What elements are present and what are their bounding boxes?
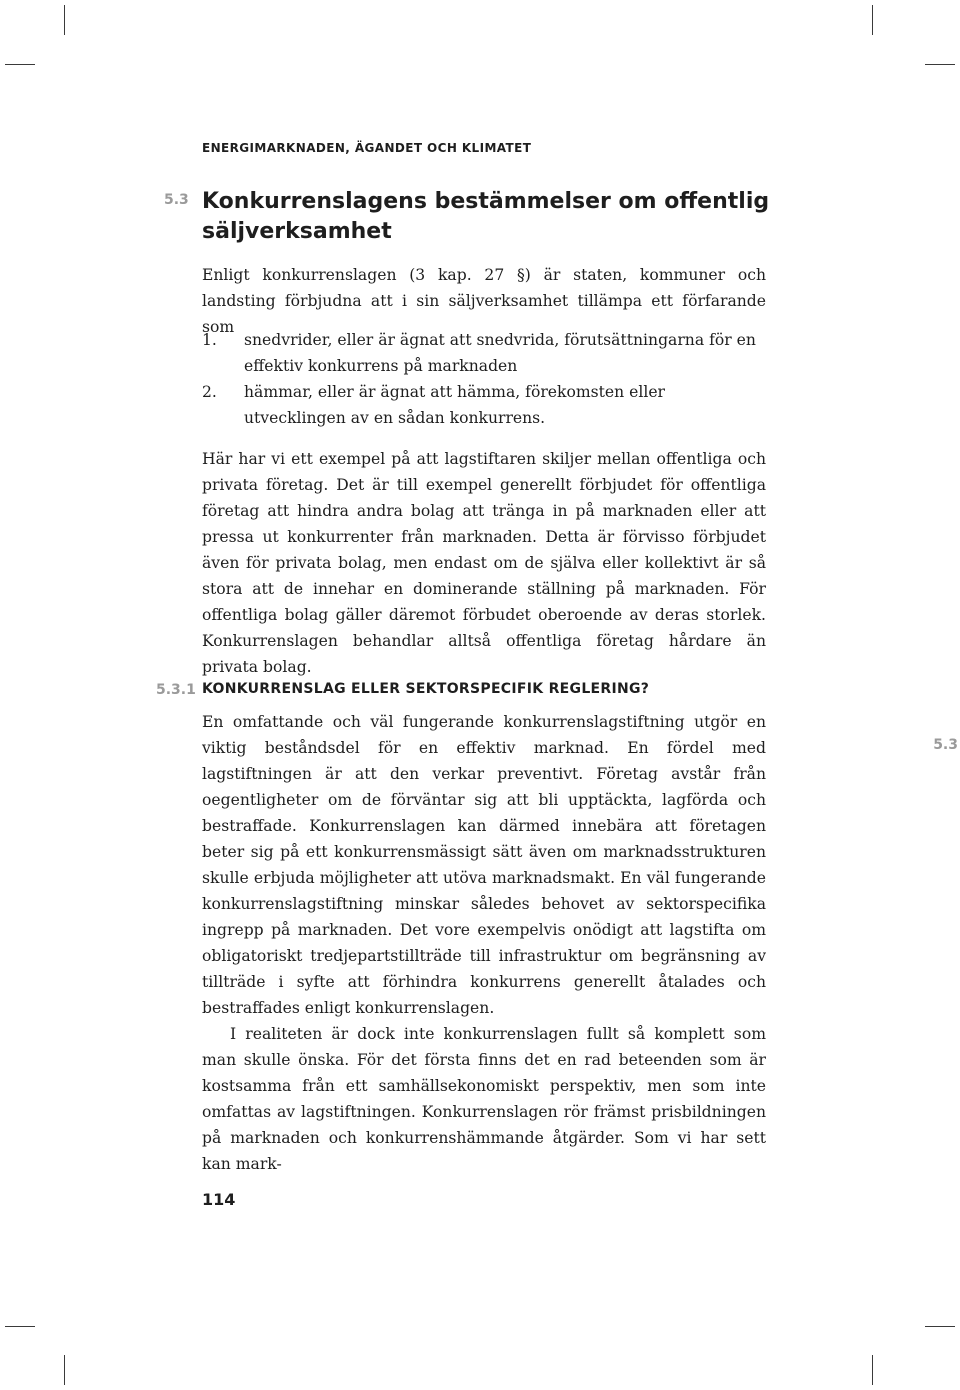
crop-mark: [5, 1326, 35, 1327]
list-item-text: hämmar, eller är ägnat att hämma, förekomsten eller utvecklingen av en sådan konkurrens.: [244, 383, 666, 427]
list-item-number: 1.: [202, 331, 217, 349]
list-item: [202, 379, 766, 431]
body-paragraphs: [202, 709, 766, 1177]
crop-mark: [925, 1326, 955, 1327]
crop-mark: [872, 1355, 873, 1385]
crop-mark: [872, 5, 873, 35]
crop-mark: [64, 5, 65, 35]
paragraph-text: Här har vi ett exempel på att lagstiftaren skiljer mellan offentliga och privata företag. Det är till exempel generellt förbjudet för offentliga företag att hindra andra bolag att tränga in på marknaden eller att pressa ut konkurrenter från marknaden. Detta är förvisso förbjudet även för privata bolag, men endast om de själva eller kollektivt är så stora att de innehar en dominerande ställning på marknaden. För offentliga bolag gäller däremot förbudet oberoende av deras storlek. Konkurrenslagen behandlar alltså offentliga företag hårdare än privata bolag.: [202, 450, 766, 676]
running-head: ENERGIMARKNADEN, ÄGANDET OCH KLIMATET: [202, 141, 532, 155]
list-item: [202, 327, 766, 379]
list-item-number: 2.: [202, 383, 217, 401]
subsection-title: KONKURRENSLAG ELLER SEKTORSPECIFIK REGLERING?: [202, 681, 650, 697]
subsection-number: 5.3.1: [156, 682, 196, 698]
paragraph-text: En omfattande och väl fungerande konkurrenslagstiftning utgör en viktig beståndsdel för en effektiv marknad. En fördel med lagstiftningen är att den verkar preventivt. Företag avstår från oegentligheter om de förväntar sig att bli upptäckta, lagförda och bestraffade. Konkurrenslagen kan därmed innebära att företagen beter sig på ett konkurrensmässigt sätt även om marknadsstrukturen skulle erbjuda möjligheter att utöva marknadsmakt. En väl fungerande konkurrenslagstiftning minskar således behovet av sektorspecifika ingrepp på marknaden. Det vore exempelvis onödigt att lagstifta om obligatoriskt tredjepartstillträde till infrastruktur om begränsning av tillträde i syfte att förhindra konkurrens generellt åtalades och bestraffades enligt konkurrenslagen.: [202, 713, 766, 1017]
crop-mark: [925, 64, 955, 65]
intro-text: Enligt konkurrenslagen (3 kap. 27 §) är staten, kommuner och landsting förbjudna att i sin säljverksamhet tillämpa ett förfarande som: [202, 266, 766, 336]
section-number: 5.3: [164, 192, 189, 208]
crop-mark: [5, 64, 35, 65]
list-item-text: snedvrider, eller är ägnat att snedvrida, förutsättningarna för en effektiv konkurrens på marknaden: [244, 331, 756, 375]
body-paragraph-1: [202, 446, 766, 680]
section-title: Konkurrenslagens bestämmelser om offentlig säljverksamhet: [202, 189, 770, 244]
crop-mark: [64, 1355, 65, 1385]
numbered-list: [202, 327, 766, 431]
chapter-side-marker: 5.3: [933, 737, 958, 753]
paragraph-text: I realiteten är dock inte konkurrenslagen fullt så komplett som man skulle önska. För det första finns det en rad beteenden som är kostsamma från ett samhällsekonomiskt perspektiv, men som inte omfattas av lagstiftningen. Konkurrenslagen rör främst prisbildningen på marknaden och konkurrenshämmande åtgärder. Som vi har sett kan mark-: [202, 1025, 766, 1173]
page-number: 114: [202, 1190, 236, 1209]
